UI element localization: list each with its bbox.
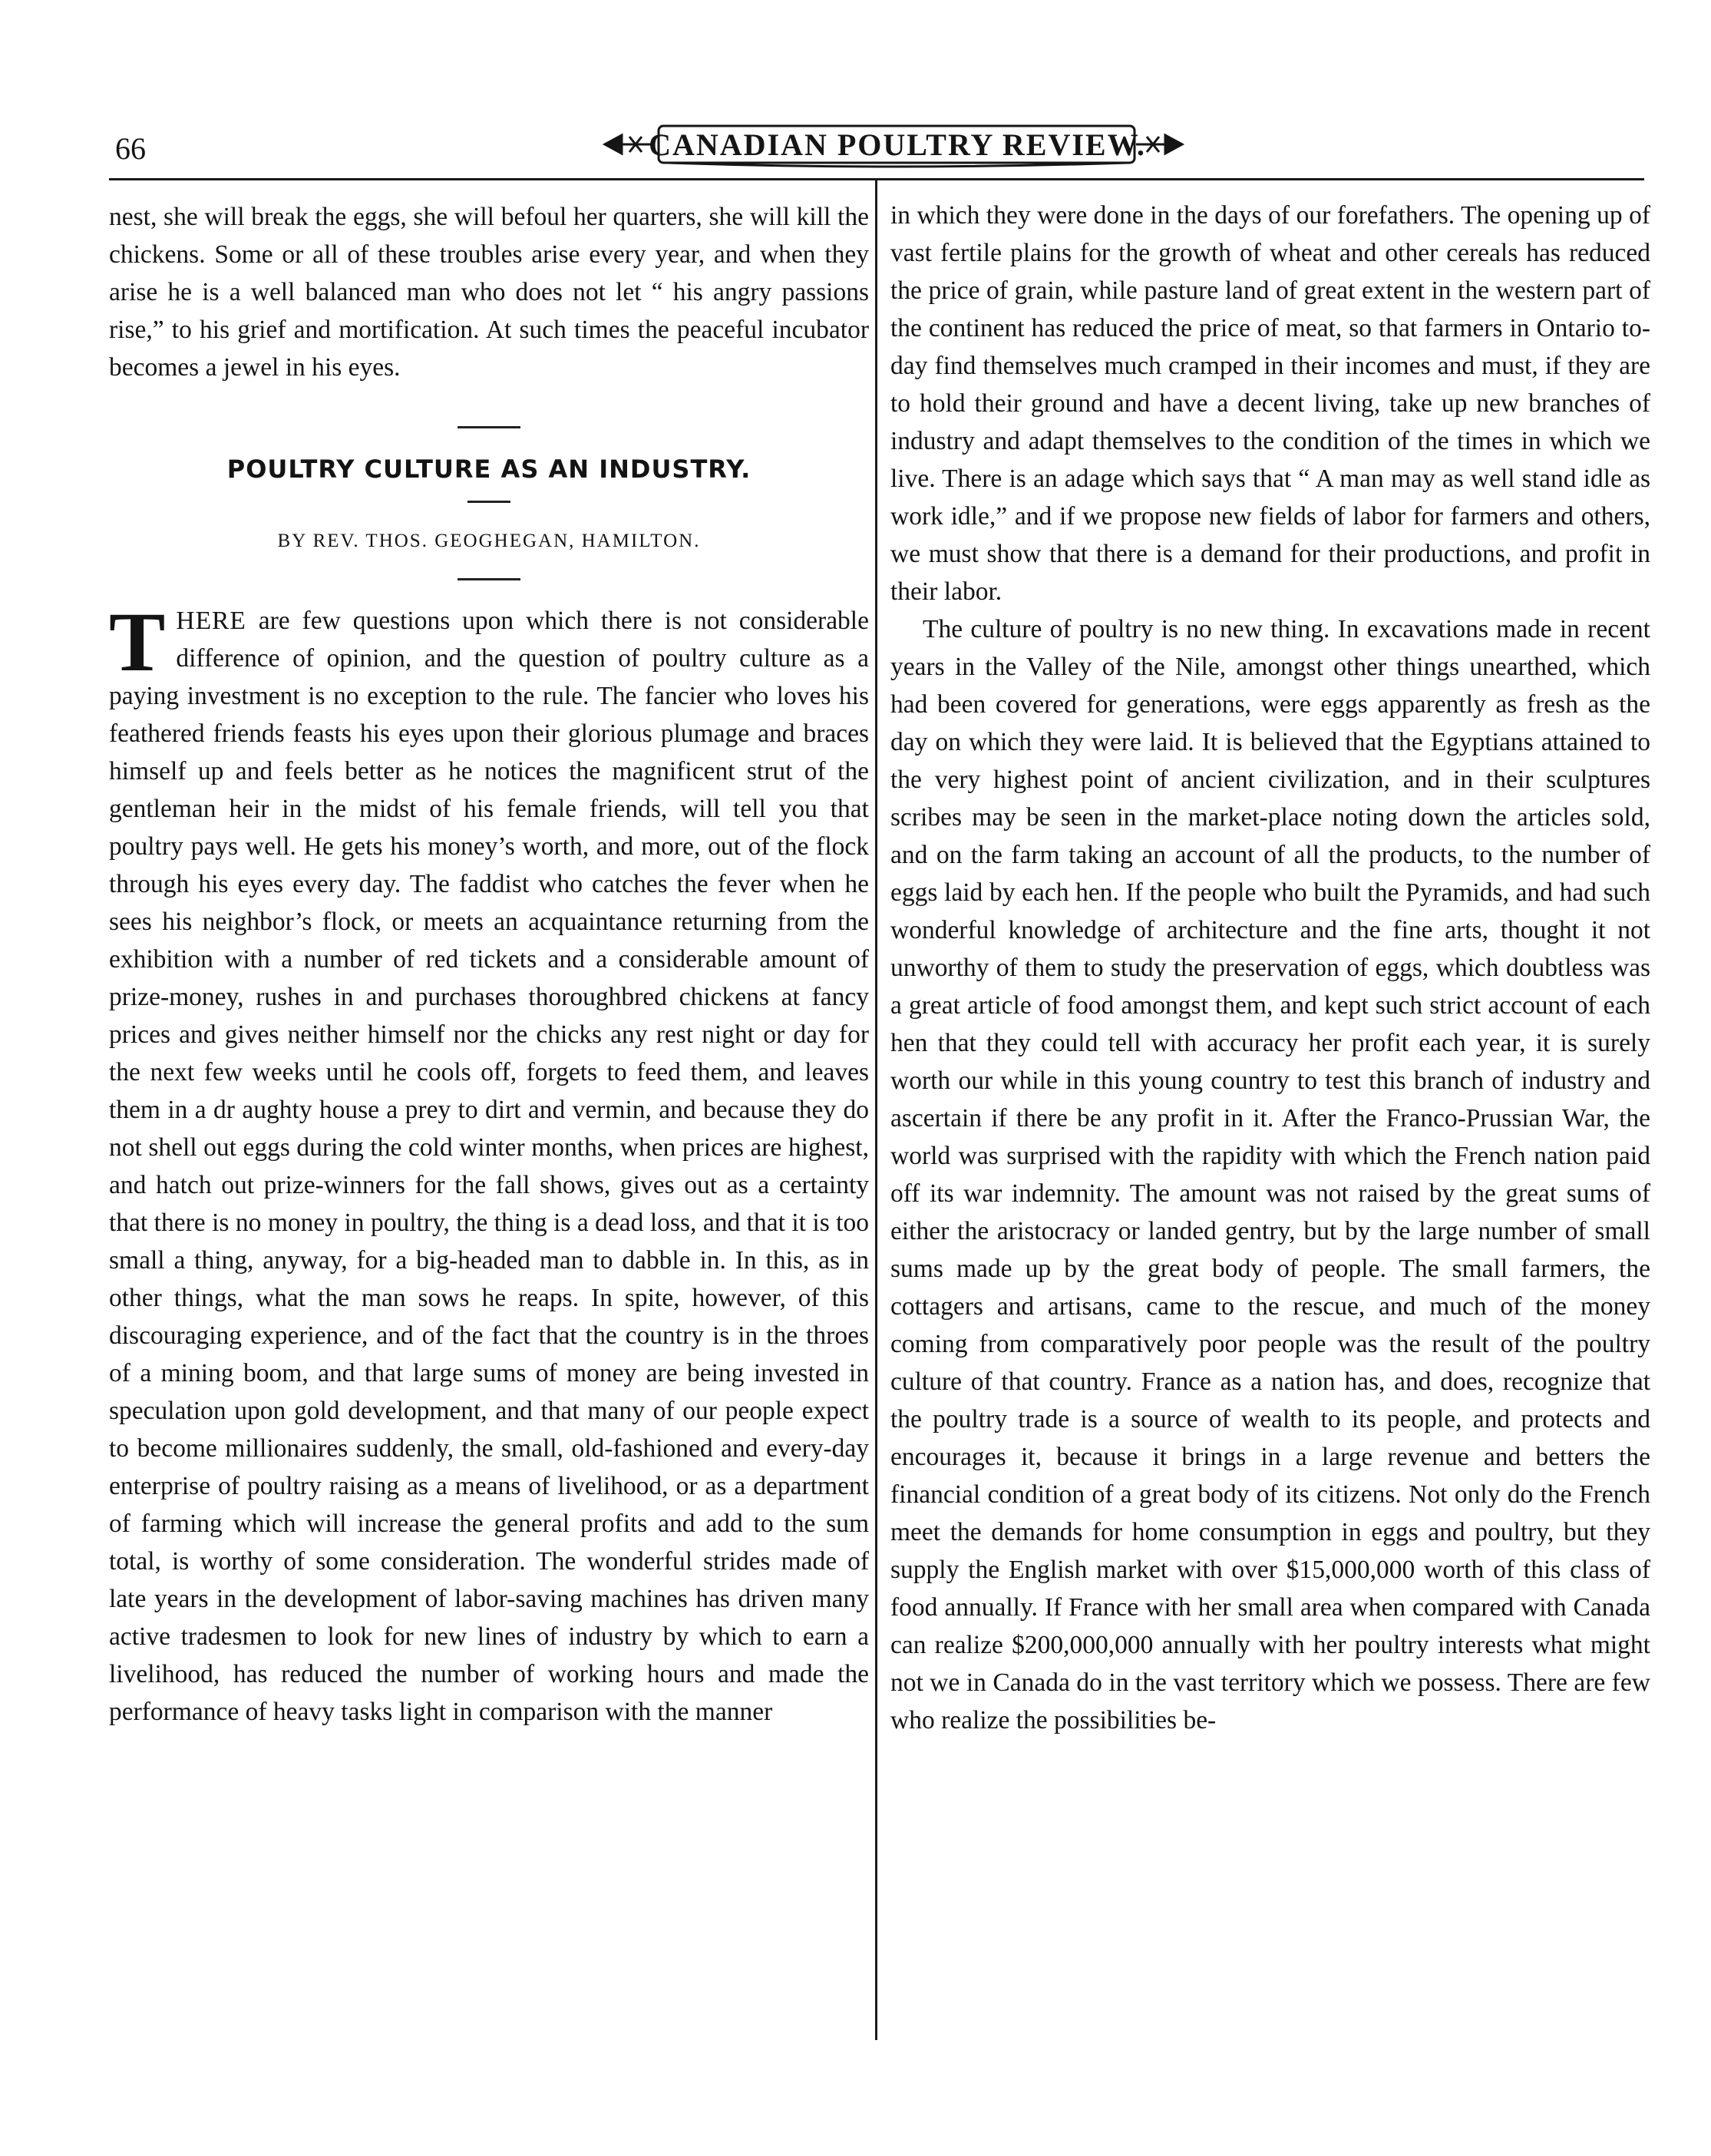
right-column bbox=[890, 197, 1650, 1739]
masthead-title: CANADIAN POULTRY REVIEW. bbox=[649, 127, 1146, 162]
article-text: are few questions upon which there is not considerable difference of opinion, and the question of poultry culture as a paying investment is no exception to the rule. The fancier who loves his feathered friends feasts his eyes upon their glorious plumage and braces himself up and feels better as he notices the magnificent strut of the gentleman heir in the midst of his female friends, will tell you that poultry pays well. He gets his money’s worth, and more, out of the flock through his eyes every day. The faddist who catches the fever when he sees his neighbor’s flock, or meets an acquaintance returning from the exhibition with a number of red tickets and a considerable amount of prize-money, rushes in and purchases thoroughbred chickens at fancy prices and gives neither himself nor the chicks any rest night or day for the next few weeks until he cools off, forgets to feed them, and leaves them in a dr aughty house a prey to dirt and vermin, and because they do not shell out eggs during the cold winter months, when prices are highest, and hatch out prize-winners for the fall shows, gives out as a certainty that there is no money in poultry, the thing is a dead loss, and that it is too small a thing, anyway, for a big-headed man to dabble in. In this, as in other things, what the man sows he reaps. In spite, however, of this discouraging experience, and of the fact that the country is in the throes of a mining boom, and that large sums of money are being invested in speculation upon gold development, and that many of our people expect to become millionaires suddenly, the small, old-fashioned and every-day enterprise of poultry raising as a means of livelihood, or as a department of farming which will increase the general profits and add to the sum total, is worthy of some consideration. The wonderful strides made of late years in the development of labor-saving machines has driven many active tradesmen to look for new lines of industry by which to earn a livelihood, has reduced the number of working hours and made the performance of heavy tasks light in comparison with the manner bbox=[109, 607, 869, 1726]
masthead-ornament bbox=[599, 106, 1197, 172]
page-number: 66 bbox=[115, 131, 146, 166]
title-rule bbox=[467, 501, 510, 503]
lead-word: HERE bbox=[176, 607, 246, 635]
left-column bbox=[109, 198, 869, 1731]
section-rule bbox=[457, 426, 520, 428]
article-opening-paragraph bbox=[109, 595, 869, 1731]
right-paragraph-2: The culture of poultry is no new thing. In excavations made in recent years in the Valley of the Nile, amongst other things unearthed, which had been covered for generations, were eggs apparently as fresh as the day on which they were laid. It is believed that the Egyptians attained to the very highest point of ancient civilization, and in their sculptures scribes may be seen in the market-place noting down the articles sold, and on the farm taking an account of all the products, to the number of eggs laid by each hen. If the people who built the Pyramids, and had such wonderful knowledge of architecture and the fine arts, thought it not unworthy of them to study the preservation of eggs, which doubtless was a great article of food amongst them, and kept such strict account of each hen that they could tell with accuracy her profit each year, it is surely worth our while in this young country to test this branch of industry and ascertain if there be any profit in it. After the Franco-Prussian War, the world was surprised with the rapidity with which the French nation paid off its war indemnity. The amount was not raised by the great sums of either the aristocracy or landed gentry, but by the large number of small sums made up by the great body of people. The small farmers, the cottagers and artisans, came to the rescue, and much of the money coming from comparatively poor people was the result of the poultry culture of that country. France as a nation has, and does, recognize that the poultry trade is a source of wealth to its people, and protects and encourages it, because it brings in a large revenue and betters the financial condition of a great body of its citizens. Not only do the French meet the demands for home consumption in eggs and poultry, but they supply the English market with over $15,000,000 worth of this class of food annually. If France with her small area when compared with Canada can realize $200,000,000 annually with her poultry interests what might not we in Canada do in the vast territory which we possess. There are few who realize the possibilities be- bbox=[890, 615, 1650, 1734]
article-title: POULTRY CULTURE AS AN INDUSTRY. bbox=[226, 455, 751, 484]
byline-rule bbox=[457, 578, 520, 580]
column-divider bbox=[875, 178, 877, 2040]
drop-cap: T bbox=[109, 595, 166, 689]
continued-paragraph: nest, she will break the eggs, she will befoul her quarters, she will kill the chickens. Some or all of these troubles arise every year, and when they arise he is a well balanced man who does not let “ his angry passions rise,” to his grief and mortification. At such times the peaceful incubator becomes a jewel in his eyes. bbox=[109, 203, 869, 382]
masthead bbox=[599, 106, 1197, 172]
article-byline: BY REV. THOS. GEOGHEGAN, HAMILTON. bbox=[277, 531, 701, 551]
right-paragraph-1: in which they were done in the days of our forefathers. The opening up of vast fertile plains for the growth of wheat and other cereals has reduced the price of grain, while pasture land of great extent in the western part of the continent has reduced the price of meat, so that farmers in Ontario to-day find themselves much cramped in their incomes and must, if they are to hold their ground and have a decent living, take up new branches of industry and adapt themselves to the condition of the times in which we live. There is an adage which says that “ A man may as well stand idle as work idle,” and if we propose new fields of labor for farmers and others, we must show that there is a demand for their productions, and profit in their labor. bbox=[890, 201, 1650, 606]
